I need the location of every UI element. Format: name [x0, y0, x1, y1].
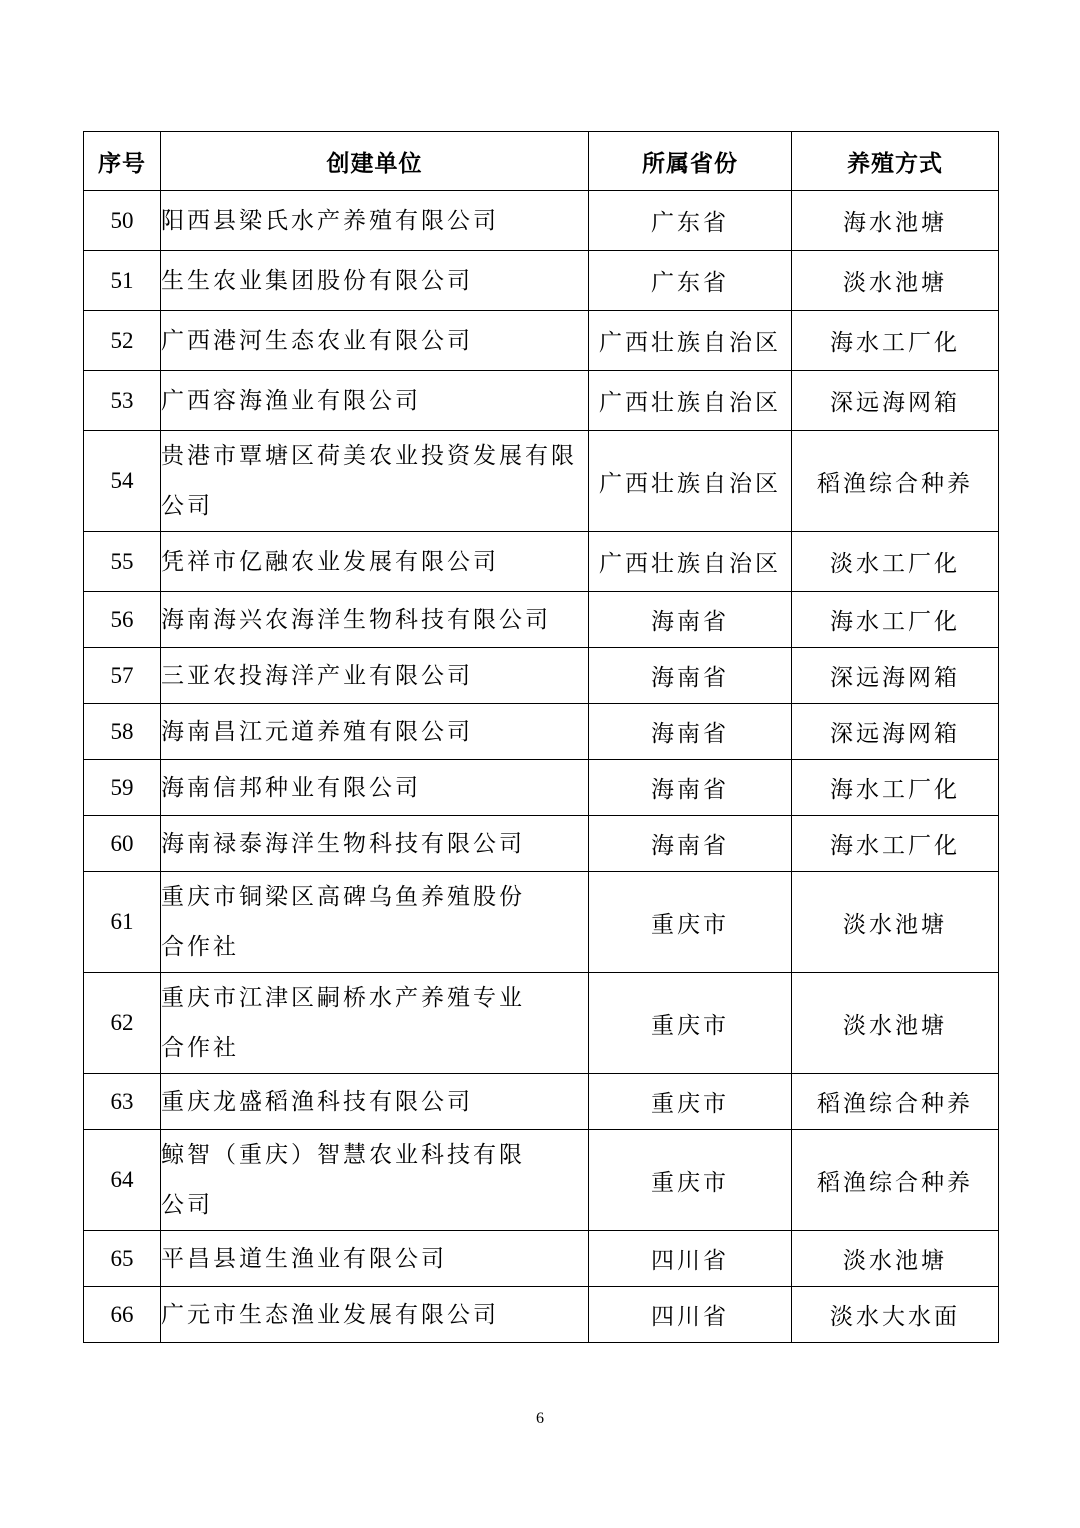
cell-no: 56: [84, 592, 161, 648]
unit-line: 海南信邦种业有限公司: [161, 774, 421, 801]
cell-unit: [161, 973, 589, 1074]
table-row: [84, 872, 999, 973]
unit-line: 海南禄泰海洋生物科技有限公司: [161, 830, 525, 857]
unit-line: 重庆市江津区嗣桥水产养殖专业: [161, 985, 525, 1011]
cell-no: 62: [84, 973, 161, 1074]
table-row: [84, 816, 999, 872]
cell-no: 58: [84, 704, 161, 760]
unit-line: 海南昌江元道养殖有限公司: [161, 718, 473, 745]
cell-province: 广东省: [589, 191, 792, 251]
table-row: [84, 191, 999, 251]
header-unit: 创建单位: [161, 132, 589, 191]
cell-unit: [161, 1231, 589, 1287]
table-row: [84, 648, 999, 704]
cell-mode: 稻渔综合种养: [792, 1074, 999, 1130]
unit-line: 合作社: [161, 934, 239, 960]
unit-line: 广西容海渔业有限公司: [161, 387, 421, 414]
cell-no: 63: [84, 1074, 161, 1130]
cell-mode: 淡水池塘: [792, 872, 999, 973]
unit-line: 凭祥市亿融农业发展有限公司: [161, 548, 499, 575]
unit-line: 合作社: [161, 1035, 239, 1061]
cell-unit: [161, 648, 589, 704]
cell-no: 55: [84, 532, 161, 592]
cell-province: 四川省: [589, 1287, 792, 1343]
cell-province: 重庆市: [589, 1074, 792, 1130]
cell-mode: 海水工厂化: [792, 760, 999, 816]
unit-line: 贵港市覃塘区荷美农业投资发展有限: [161, 443, 577, 469]
unit-line: 广西港河生态农业有限公司: [161, 327, 473, 354]
unit-line: 广元市生态渔业发展有限公司: [161, 1301, 499, 1328]
cell-mode: 淡水工厂化: [792, 532, 999, 592]
cell-mode: 海水工厂化: [792, 816, 999, 872]
page-number: 6: [536, 1410, 544, 1427]
table-row: [84, 311, 999, 371]
table-row: [84, 1287, 999, 1343]
unit-line: 鲸智（重庆）智慧农业科技有限: [161, 1142, 525, 1168]
unit-line: 重庆市铜梁区高碑乌鱼养殖股份: [161, 884, 525, 910]
cell-province: 重庆市: [589, 1130, 792, 1231]
cell-province: 海南省: [589, 816, 792, 872]
cell-unit: [161, 704, 589, 760]
unit-line: 公司: [161, 493, 213, 519]
cell-no: 57: [84, 648, 161, 704]
table-row: [84, 973, 999, 1074]
cell-mode: 深远海网箱: [792, 704, 999, 760]
unit-line: 海南海兴农海洋生物科技有限公司: [161, 606, 551, 633]
unit-line: 公司: [161, 1192, 213, 1218]
cell-unit: [161, 311, 589, 371]
cell-province: 海南省: [589, 592, 792, 648]
cell-mode: 海水池塘: [792, 191, 999, 251]
cell-province: 海南省: [589, 704, 792, 760]
cell-mode: 淡水池塘: [792, 973, 999, 1074]
cell-no: 51: [84, 251, 161, 311]
table-row: [84, 1074, 999, 1130]
cell-unit: [161, 872, 589, 973]
table-row: [84, 532, 999, 592]
cell-unit: [161, 1130, 589, 1231]
cell-mode: 淡水大水面: [792, 1287, 999, 1343]
table-row: [84, 251, 999, 311]
cell-unit: [161, 1074, 589, 1130]
header-mode: 养殖方式: [792, 132, 999, 191]
cell-no: 52: [84, 311, 161, 371]
cell-province: 四川省: [589, 1231, 792, 1287]
table-row: [84, 371, 999, 431]
table-row: [84, 704, 999, 760]
cell-province: 海南省: [589, 760, 792, 816]
cell-unit: [161, 431, 589, 532]
cell-unit: [161, 251, 589, 311]
cell-no: 59: [84, 760, 161, 816]
cell-no: 54: [84, 431, 161, 532]
cell-province: 广西壮族自治区: [589, 532, 792, 592]
cell-province: 广西壮族自治区: [589, 431, 792, 532]
cell-unit: [161, 816, 589, 872]
cell-unit: [161, 371, 589, 431]
cell-no: 60: [84, 816, 161, 872]
cell-unit: [161, 592, 589, 648]
enterprise-table: [83, 131, 999, 1343]
cell-mode: 深远海网箱: [792, 371, 999, 431]
cell-province: 重庆市: [589, 872, 792, 973]
cell-mode: 稻渔综合种养: [792, 431, 999, 532]
cell-province: 广西壮族自治区: [589, 371, 792, 431]
cell-mode: 海水工厂化: [792, 592, 999, 648]
table-row: [84, 1130, 999, 1231]
unit-line: 重庆龙盛稻渔科技有限公司: [161, 1088, 473, 1115]
unit-line: 生生农业集团股份有限公司: [161, 267, 473, 294]
cell-mode: 海水工厂化: [792, 311, 999, 371]
cell-province: 海南省: [589, 648, 792, 704]
cell-mode: 淡水池塘: [792, 251, 999, 311]
unit-line: 平昌县道生渔业有限公司: [161, 1245, 447, 1272]
cell-province: 广西壮族自治区: [589, 311, 792, 371]
unit-line: 三亚农投海洋产业有限公司: [161, 662, 473, 689]
table-row: [84, 431, 999, 532]
cell-province: 重庆市: [589, 973, 792, 1074]
cell-unit: [161, 760, 589, 816]
table-row: [84, 1231, 999, 1287]
cell-no: 61: [84, 872, 161, 973]
header-province: 所属省份: [589, 132, 792, 191]
cell-no: 53: [84, 371, 161, 431]
cell-unit: [161, 1287, 589, 1343]
cell-no: 66: [84, 1287, 161, 1343]
table-header-row: [84, 132, 999, 191]
cell-unit: [161, 191, 589, 251]
cell-mode: 深远海网箱: [792, 648, 999, 704]
header-no: 序号: [84, 132, 161, 191]
cell-no: 64: [84, 1130, 161, 1231]
cell-mode: 稻渔综合种养: [792, 1130, 999, 1231]
cell-no: 65: [84, 1231, 161, 1287]
table-row: [84, 760, 999, 816]
cell-province: 广东省: [589, 251, 792, 311]
table-row: [84, 592, 999, 648]
cell-no: 50: [84, 191, 161, 251]
unit-line: 阳西县梁氏水产养殖有限公司: [161, 207, 499, 234]
cell-mode: 淡水池塘: [792, 1231, 999, 1287]
cell-unit: [161, 532, 589, 592]
